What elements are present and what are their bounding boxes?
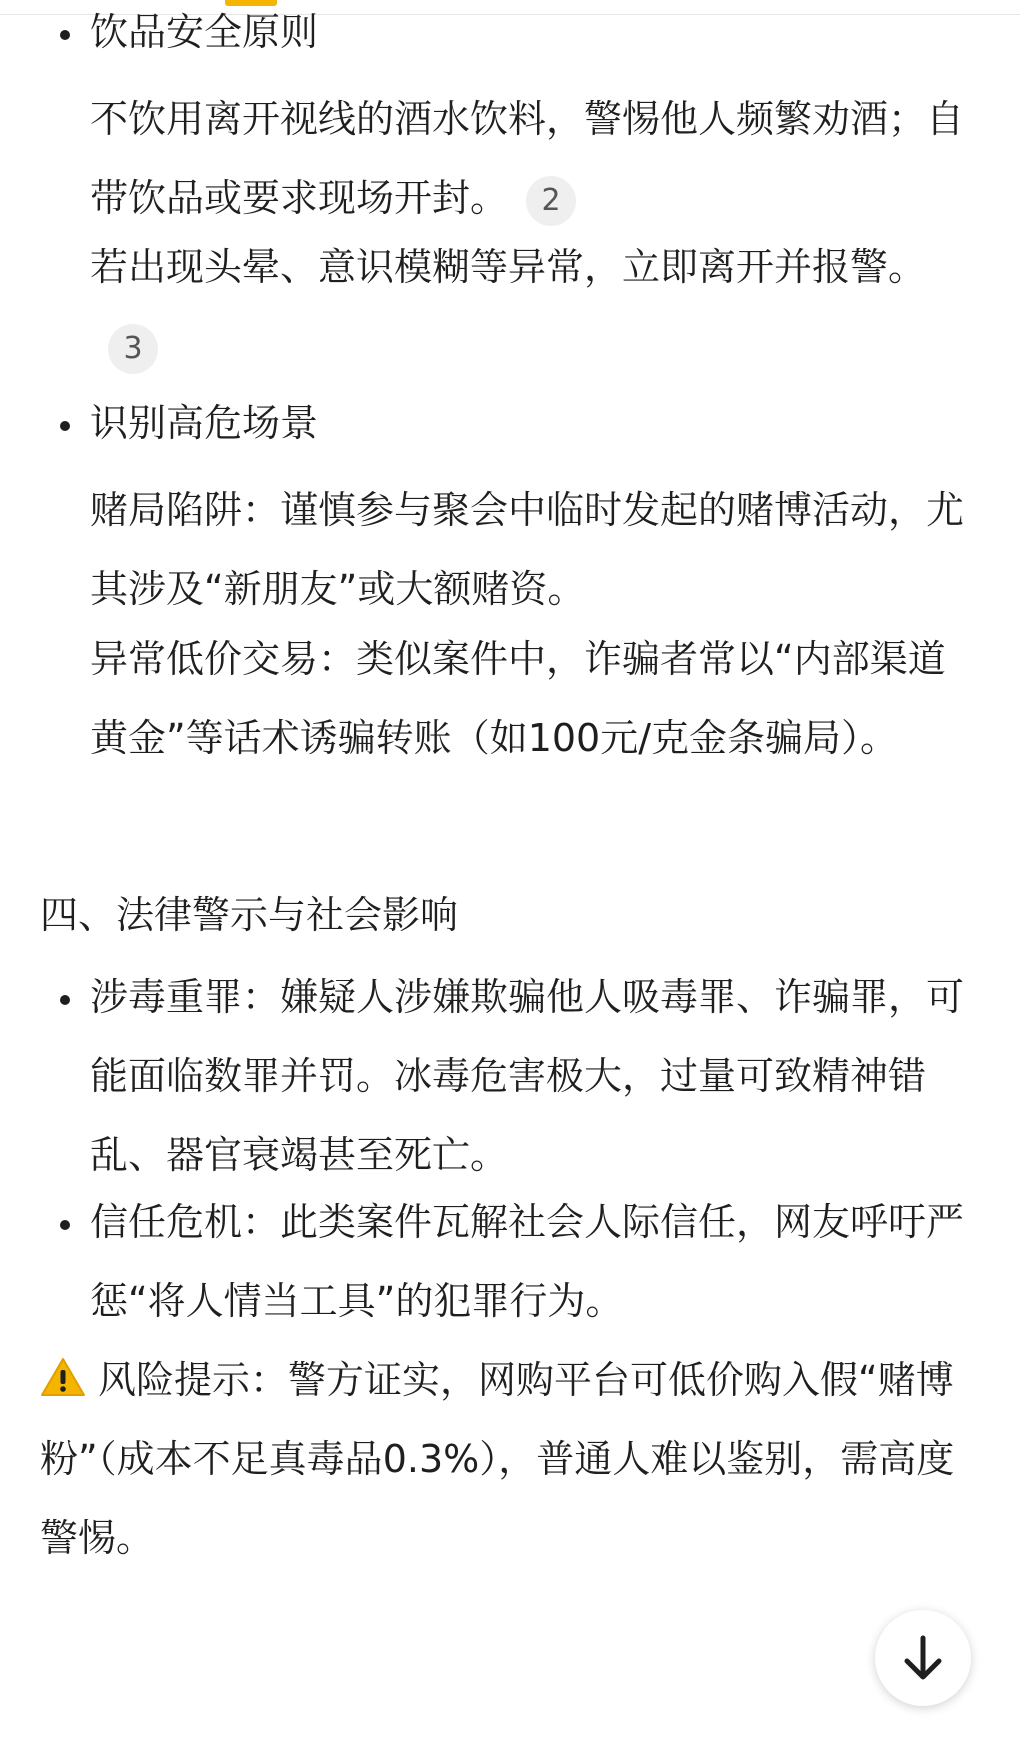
drink-safety-para-2-text: 若出现头晕、意识模糊等异常，立即离开并报警。 xyxy=(90,245,927,289)
bullet-dot xyxy=(60,30,70,40)
risk-warning-text: 风险提示：警方证实，网购平台可低价购入假“赌博粉”（成本不足真毒品0.3%），普通人难以鉴别，需高度警惕。 xyxy=(40,1358,955,1560)
high-risk-para-1: 赌局陷阱：谨慎参与聚会中临时发起的赌博活动，尤其涉及“新朋友”或大额赌资。 xyxy=(90,488,965,611)
bullet-dot xyxy=(60,995,70,1005)
arrow-down-icon xyxy=(901,1634,945,1682)
drink-safety-title: 饮品安全原则 xyxy=(90,10,319,54)
bullet-dot xyxy=(60,421,70,431)
scroll-down-button[interactable] xyxy=(875,1610,971,1706)
citation-badge[interactable]: 3 xyxy=(108,324,158,374)
legal-item-2: 信任危机：此类案件瓦解社会人际信任，网友呼吁严惩“将人情当工具”的犯罪行为。 xyxy=(90,1200,965,1323)
high-risk-title: 识别高危场景 xyxy=(90,401,319,445)
citation-badge[interactable]: 2 xyxy=(526,176,576,226)
legal-item-1: 涉毒重罪：嫌疑人涉嫌欺骗他人吸毒罪、诈骗罪，可能面临数罪并罚。冰毒危害极大，过量可致精神错乱、器官衰竭甚至死亡。 xyxy=(90,975,965,1177)
drink-safety-para-1 xyxy=(90,80,970,238)
risk-warning xyxy=(40,1341,980,1578)
bullet-dot xyxy=(60,1220,70,1230)
drink-safety-para-1-text: 不饮用离开视线的酒水饮料，警惕他人频繁劝酒；自带饮品或要求现场开封。 xyxy=(90,97,965,220)
drink-safety-para-2 xyxy=(90,228,970,386)
warning-icon xyxy=(40,1357,86,1397)
high-risk-para-2: 异常低价交易：类似案件中，诈骗者常以“内部渠道黄金”等话术诱骗转账（如100元/克金条骗局）。 xyxy=(90,637,946,760)
legal-section-heading: 四、法律警示与社会影响 xyxy=(40,893,459,937)
